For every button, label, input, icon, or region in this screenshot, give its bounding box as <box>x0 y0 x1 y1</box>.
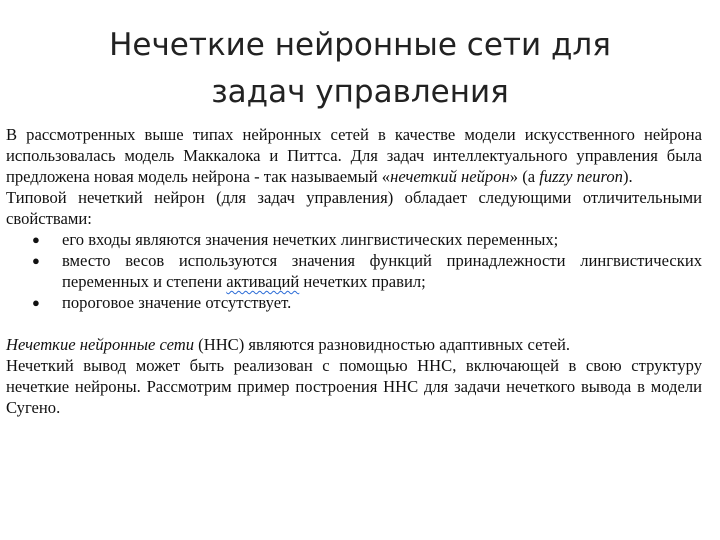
fuzzy-neuron-english: fuzzy neuron <box>539 167 623 186</box>
paragraph-sugeno: Нечеткий вывод может быть реализован с помощью ННС, включающей в свою структуру нечеткие нейроны. Рассмотрим пример построения ННС для задачи нечеткого вывода в модели Сугено. <box>6 356 702 417</box>
list-item-text: его входы являются значения нечетких лингвистических переменных; <box>62 230 559 249</box>
title-line-2: задач управления <box>211 74 509 110</box>
paragraph-nns-definition <box>6 334 702 355</box>
title-line-1: Нечеткие нейронные сети для <box>109 27 611 63</box>
list-item-text: пороговое значение отсутствует. <box>62 293 292 312</box>
fuzzy-neuron-term: нечеткий нейрон <box>390 167 510 186</box>
slide-body <box>6 124 702 418</box>
paragraph-intro-mid: » (а <box>509 167 540 186</box>
nns-definition-text: (ННС) являются разновидностью адаптивных сетей. <box>194 335 571 354</box>
paragraph-intro-end: ). <box>622 167 633 186</box>
bullet-icon: ● <box>32 295 40 310</box>
bullet-icon: ● <box>32 253 40 268</box>
paragraph-properties: Типовой нечеткий нейрон (для задач управления) обладает следующими отличительными свойствами: <box>6 188 702 228</box>
list-item-text-after: нечетких правил; <box>299 272 426 291</box>
paragraph-intro <box>6 124 702 187</box>
properties-list <box>6 229 702 313</box>
paragraph-spacer <box>6 313 702 334</box>
spellcheck-underlined-word: активаций <box>226 272 300 291</box>
list-item-text-before: вместо весов используются значения функций принадлежности лингвистических переменных и степени <box>62 251 702 291</box>
list-item <box>6 229 702 250</box>
nns-term: Нечеткие нейронные сети <box>6 335 195 354</box>
list-item <box>6 292 702 313</box>
bullet-icon: ● <box>32 232 40 247</box>
paragraph-intro-text: В рассмотренных выше типах нейронных сетей в качестве модели искусственного нейрона использовалась модель Маккалока и Питтса. Для задач интеллектуального управления была предложена новая модель нейрона - так называемый « <box>6 125 702 186</box>
list-item <box>6 250 702 292</box>
slide-title <box>0 22 720 116</box>
